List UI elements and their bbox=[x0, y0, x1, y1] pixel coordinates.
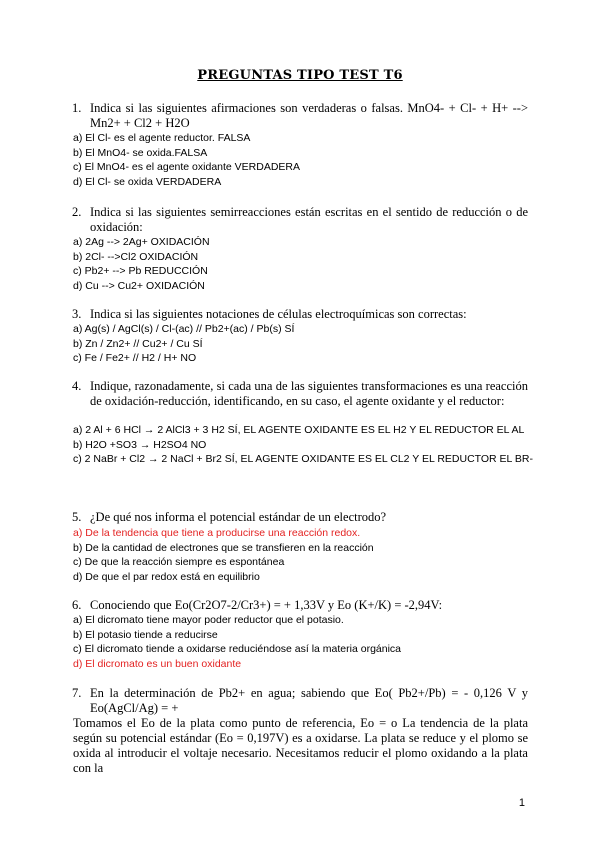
answer-b: b) H2O +SO3 → H2SO4 NO bbox=[73, 438, 207, 451]
question-text: Indica si las siguientes afirmaciones son verdaderas o falsas. MnO4- + Cl- + H+ --> Mn2+ + Cl2 + H2O bbox=[90, 101, 528, 130]
question-3 bbox=[72, 307, 528, 322]
question-number: 3. bbox=[72, 307, 82, 321]
answer-d-correct: d) El dicromato es un buen oxidante bbox=[73, 657, 242, 670]
question-text: En la determinación de Pb2+ en agua; sabiendo que Eo( Pb2+/Pb) = - 0,126 V y Eo(AgCl/Ag) = + bbox=[90, 686, 528, 715]
question-6 bbox=[72, 598, 528, 613]
answer-d: d) El Cl- se oxida VERDADERA bbox=[73, 175, 222, 188]
question-2 bbox=[72, 205, 528, 235]
question-number: 5. bbox=[72, 510, 82, 524]
answers-4 bbox=[73, 423, 533, 467]
answer-c: c) Pb2+ --> Pb REDUCCIÓN bbox=[73, 265, 208, 277]
answer-c: c) El MnO4- es el agente oxidante VERDADERA bbox=[73, 161, 301, 173]
question-number: 1. bbox=[72, 101, 82, 115]
explanation-paragraph: Tomamos el Eo de la plata como punto de referencia, Eo = o La tendencia de la plata según su potencial estándar (Eo = 0,197V) es a oxidarse. La plata se reduce y el plomo se oxida al introducir el voltaje necesario. Necesitamos reducir el plomo oxidando a la plata con la bbox=[73, 716, 528, 775]
question-text: ¿De qué nos informa el potencial estándar de un electrodo? bbox=[90, 510, 387, 524]
page-title: PREGUNTAS TIPO TEST T6 bbox=[197, 68, 403, 83]
page-number: 1 bbox=[518, 797, 525, 809]
answer-b: b) El potasio tiende a reducirse bbox=[73, 628, 218, 641]
question-text: Indica si las siguientes semirreacciones están escritas en el sentido de reducción o de oxidación: bbox=[90, 205, 528, 234]
answer-c: c) El dicromato tiende a oxidarse reduciéndose así la materia orgánica bbox=[73, 643, 402, 655]
answer-a: a) El Cl- es el agente reductor. FALSA bbox=[73, 132, 251, 144]
answer-c: c) De que la reacción siempre es espontánea bbox=[73, 556, 285, 568]
question-text: Indique, razonadamente, si cada una de las siguientes transformaciones es una reacción de oxidación-reducción, identificando, en su caso, el agente oxidante y el reductor: bbox=[90, 379, 528, 408]
answer-a-correct: a) De la tendencia que tiene a producirse una reacción redox. bbox=[73, 527, 361, 539]
answer-a: a) Ag(s) / AgCl(s) / Cl-(ac) // Pb2+(ac) / Pb(s) SÍ bbox=[73, 323, 295, 335]
answer-a: a) 2 Al + 6 HCl → 2 AlCl3 + 3 H2 SÍ, EL AGENTE OXIDANTE ES EL H2 Y EL REDUCTOR EL AL bbox=[73, 424, 525, 436]
question-number: 2. bbox=[72, 205, 82, 219]
answer-b: b) 2Cl- -->Cl2 OXIDACIÓN bbox=[73, 250, 199, 263]
question-number: 6. bbox=[72, 598, 82, 612]
question-number: 7. bbox=[72, 686, 82, 700]
answer-a: a) El dicromato tiene mayor poder reductor que el potasio. bbox=[73, 614, 344, 626]
answer-d: d) De que el par redox está en equilibrio bbox=[73, 570, 260, 583]
question-7 bbox=[72, 686, 528, 716]
answer-b: b) De la cantidad de electrones que se transfieren en la reacción bbox=[73, 541, 374, 554]
answer-b: b) El MnO4- se oxida.FALSA bbox=[73, 146, 208, 159]
answers-3 bbox=[73, 322, 533, 366]
question-number: 4. bbox=[72, 379, 82, 393]
question-text: Conociendo que Eo(Cr2O7-2/Cr3+) = + 1,33V y Eo (K+/K) = -2,94V: bbox=[90, 598, 443, 612]
answers-6 bbox=[73, 613, 533, 671]
answer-a: a) 2Ag --> 2Ag+ OXIDACIÓN bbox=[73, 236, 210, 248]
answers-2 bbox=[73, 235, 533, 293]
answers-1 bbox=[73, 131, 533, 189]
question-text: Indica si las siguientes notaciones de células electroquímicas son correctas: bbox=[90, 307, 467, 321]
answers-5 bbox=[73, 526, 533, 584]
answer-c: c) Fe / Fe2+ // H2 / H+ NO bbox=[73, 352, 197, 364]
answer-d: d) Cu --> Cu2+ OXIDACIÓN bbox=[73, 279, 205, 292]
answer-c: c) 2 NaBr + Cl2 → 2 NaCl + Br2 SÍ, EL AGENTE OXIDANTE ES EL CL2 Y EL REDUCTOR EL BR- bbox=[73, 453, 534, 465]
answer-b: b) Zn / Zn2+ // Cu2+ / Cu SÍ bbox=[73, 337, 203, 350]
question-5 bbox=[72, 510, 528, 525]
question-1 bbox=[72, 101, 528, 131]
question-4 bbox=[72, 379, 528, 409]
